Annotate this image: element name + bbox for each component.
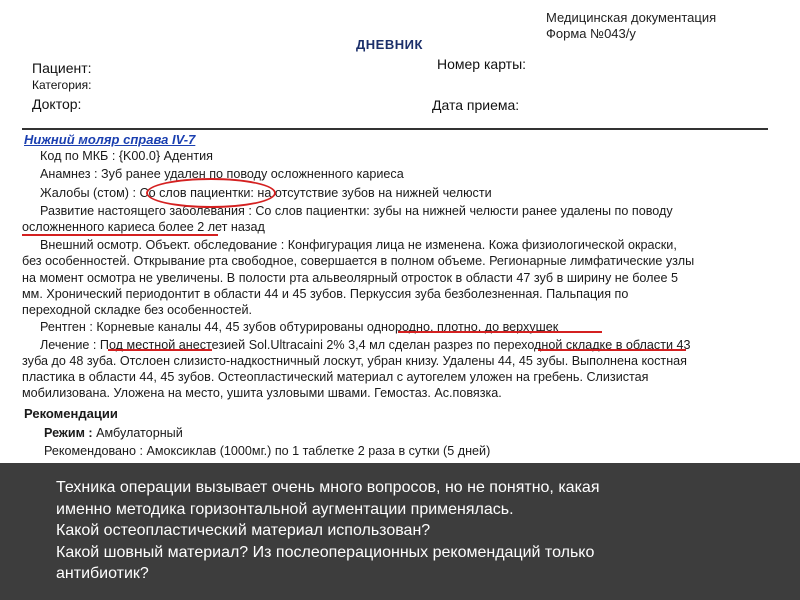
- complaint-highlight-ellipse: [146, 178, 276, 208]
- exam-line-4: мм. Хронический периодонтит в области 44 и 45 зубов. Перкуссия зуба безболезненная. Пальпация по: [22, 287, 629, 301]
- page-title: ДНЕВНИК: [356, 37, 423, 52]
- org-line-1: Медицинская документация: [546, 10, 717, 25]
- comment-line: Какой шовный материал? Из послеоперационных рекомендаций только: [56, 543, 595, 561]
- patient-label: Пациент:: [32, 60, 92, 76]
- doctor-label: Доктор:: [32, 96, 82, 112]
- xray-underline: [398, 331, 602, 333]
- recommendations-title: Рекомендации: [24, 406, 118, 421]
- comment-line: Какой остеопластический материал использован?: [56, 522, 431, 539]
- disease-history-line: Развитие настоящего заболевания : Со слов пациентки: зубы на нижней челюсти ранее удалены по поводу: [40, 204, 673, 218]
- org-header: [546, 10, 716, 42]
- treatment-line: Лечение : Под местной анестезией Sol.Ultracaini 2% 3,4 мл сделан разрез по переходной складке в области 43: [40, 338, 691, 352]
- xray-line: Рентген : Корневые каналы 44, 45 зубов обтурированы однородно, плотно, до верхушек: [40, 320, 559, 334]
- regime-line: [44, 425, 183, 442]
- history-underline: [22, 234, 218, 236]
- disease-history-line-2: осложненного кариеса более 2 лет назад: [22, 220, 265, 234]
- org-line-2: Форма №043/у: [546, 26, 636, 41]
- icd-code-line: Код по МКБ : {K00.0} Адентия: [40, 149, 213, 163]
- comment-text: [56, 477, 746, 585]
- comment-line: именно методика горизонтальной аугментации применялась.: [56, 500, 514, 518]
- regime-label: Режим :: [44, 426, 93, 440]
- header-divider: [22, 128, 768, 130]
- anamnesis-line: Анамнез : Зуб ранее удален по поводу осложненного кариеса: [40, 167, 404, 181]
- tooth-section-link[interactable]: Нижний моляр справа IV-7: [24, 132, 196, 147]
- comment-line: антибиотик?: [56, 565, 149, 582]
- treatment-line-2: зуба до 48 зуба. Отслоен слизисто-надкостничный лоскут, убран книзу. Удалены 44, 45 зубы. Выполнена костная: [22, 354, 687, 368]
- recommended-line: Рекомендовано : Амоксиклав (1000мг.) по 1 таблетке 2 раза в сутки (5 дней): [44, 444, 491, 458]
- exam-line-2: без особенностей. Открывание рта свободное, совершается в полном объеме. Регионарные лимфатические узлы: [22, 254, 695, 268]
- category-label: Категория:: [32, 78, 92, 92]
- treatment-line-4: мобилизована. Уложена на место, ушита узловыми швами. Гемостаз. Ас.повязка.: [22, 386, 502, 400]
- regime-value: Амбулаторный: [96, 426, 183, 440]
- comment-line: Техника операции вызывает очень много вопросов, но не понятно, какая: [56, 479, 600, 496]
- anesthesia-underline: [108, 349, 212, 351]
- exam-line: Внешний осмотр. Объект. обследование : Конфигурация лица не изменена. Кожа физиологической окраски,: [40, 238, 677, 252]
- treatment-line-3: пластика в области 44, 45 зубов. Остеопластический материал с аутогелем уложен на гребень. Слизистая: [22, 370, 649, 384]
- visit-date-label: Дата приема:: [432, 97, 520, 113]
- exam-line-3: на момент осмотра не увеличены. В полости рта альвеолярный отросток в области 47 зуб в ширину не более 5: [22, 271, 679, 285]
- exam-line-5: переходной складке без особенностей.: [22, 303, 253, 317]
- card-number-label: Номер карты:: [437, 56, 527, 72]
- incision-underline: [538, 349, 686, 351]
- complaints-line: Жалобы (стом) : Со слов пациентки: на отсутствие зубов на нижней челюсти: [40, 186, 492, 200]
